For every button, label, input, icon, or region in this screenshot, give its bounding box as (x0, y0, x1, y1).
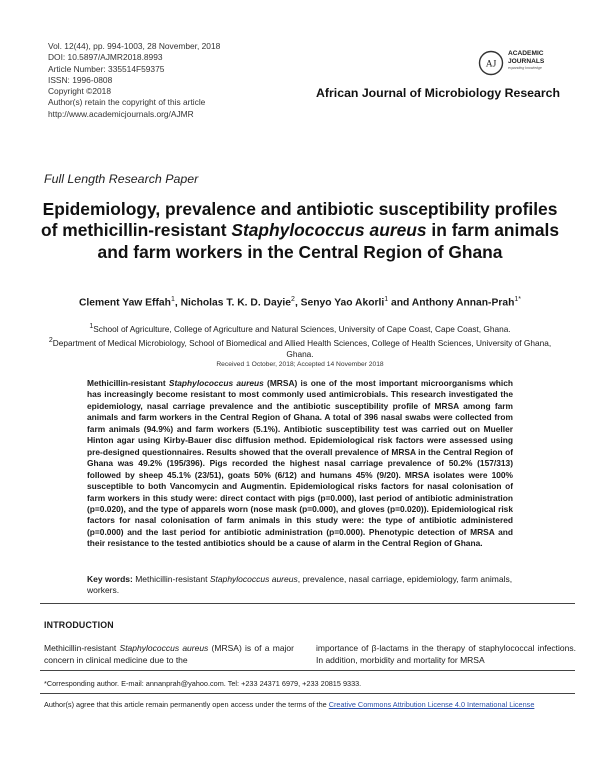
meta-issn: ISSN: 1996-0808 (48, 74, 113, 85)
intro-col1-lead: Methicillin-resistant (44, 643, 120, 653)
author-name: Clement Yaw Effah (78, 297, 171, 309)
affiliation-2-text: Department of Medical Microbiology, School of Biomedical and Allied Health Sciences, College of Health Sciences, University of Ghana, Ghana. (52, 337, 552, 360)
abstract-body: (MRSA) is one of the most important microorganisms which has increasingly become resistant to most commonly used antimicrobials. This research investigated the epidemiology, nasal carriage prevalence and the antibiotic susceptibility profile of MRSA among farm animals and farm workers in the Central Region of Ghana. A total of 396 nasal swabs were collected from farm animals (94.9%) and farm workers (5.1%). Antibiotic susceptibility test was carried out on Mueller Hinton agar using Kirby-Bauer disc diffusion method. Epidemiological risk factors were assessed using pre-designed questionnaires. Results showed that the overall prevalence of MRSA in the Central Region of Ghana was 49.2% (195/396). Pigs recorded the highest nasal carriage prevalence of 50.2% (157/313) followed by sheep 45.1% (23/51), goats 50% (6/12) and humans 45% (9/20). MRSA isolates were 100% susceptible to both Vancomycin and Augmentin. Epidemiological risks factors for nasal colonisation of farm workers in this study were: direct contact with pigs (p=0.000), last period of antibiotic administration (p=0.020), and the type of apparels worn (nose mask (p=0.000), and gloves (p=0.020)). Epidemiological risk factors for nasal colonisation of farm animals in this study were: the type of antibiotic administered (p=0.000) and the last period for antibiotic administration (p=0.000). Phenotypic detection of MRSA and their resistance to the tested antibiotics should be a cause of alarm in the Central Region of Ghana. (87, 378, 513, 549)
author-name: Anthony Annan-Prah (411, 297, 515, 309)
author-sup: 2 (291, 296, 295, 303)
author-sup: 1* (514, 296, 522, 303)
logo-text (508, 50, 544, 65)
author-sup: 1 (384, 296, 389, 303)
logo-line1: ACADEMIC (508, 50, 544, 57)
title-part1: Epidemiology, prevalence and antibiotic susceptibility profiles of methicillin-resistant (40, 199, 558, 241)
keywords-rest: , prevalence, nasal carriage, epidemiology, farm animals, workers. (87, 574, 513, 596)
intro-col1-rest: (MRSA) is of a major concern in clinical medicine due to the (44, 643, 294, 665)
license-notice (44, 700, 574, 711)
received-dates: Received 1 October, 2018; Accepted 14 November 2018 (216, 361, 384, 368)
divider (40, 670, 575, 671)
divider (40, 693, 575, 694)
corresponding-author: *Corresponding author. E-mail: annanprah@yahoo.com. Tel: +233 24371 6979, +233 20815 9333. (44, 679, 362, 688)
meta-volume: Vol. 12(44), pp. 994-1003, 28 November, 2018 (48, 41, 221, 51)
author-list (20, 296, 580, 308)
paper-type: Full Length Research Paper (44, 172, 199, 186)
keywords-lead: Methicillin-resistant (132, 574, 210, 584)
intro-col1-italic: Staphylococcus aureus (119, 643, 209, 653)
affiliation-1-text: School of Agriculture, College of Agriculture and Natural Sciences, University of Cape Coast, Cape Coast, Ghana. (93, 323, 511, 334)
author-sep: , (174, 297, 181, 309)
academic-journals-logo-icon (478, 50, 504, 76)
affiliation-2 (40, 335, 560, 361)
keywords (87, 574, 515, 597)
keywords-label: Key words: (87, 574, 133, 584)
abstract-italic: Staphylococcus aureus (168, 378, 264, 388)
affiliation-1-sup: 1 (89, 323, 94, 330)
keywords-italic: Staphylococcus aureus (209, 574, 298, 584)
article-title (40, 199, 560, 263)
logo-tagline: expanding knowledge (508, 66, 542, 70)
affiliation-1 (40, 321, 560, 335)
meta-copyright: Copyright ©2018 (48, 86, 111, 97)
meta-doi: DOI: 10.5897/AJMR2018.8993 (48, 52, 163, 63)
logo-mark: AJ (485, 59, 497, 70)
article-meta (48, 41, 220, 120)
intro-column-2: importance of β-lactams in the therapy of staphylococcal infections. In addition, morbidity and mortality for MRSA (316, 643, 576, 665)
title-part2: in farm animals and farm workers in the Central Region of Ghana (97, 220, 560, 262)
divider (40, 603, 575, 604)
author-sep: and (388, 297, 412, 309)
title-italic: Staphylococcus aureus (231, 220, 427, 241)
license-link[interactable]: Creative Commons Attribution License 4.0 International License (328, 700, 535, 709)
abstract-lead: Methicillin-resistant (87, 378, 169, 388)
intro-heading: INTRODUCTION (44, 620, 114, 630)
license-text: Author(s) agree that this article remain permanently open access under the terms of the (44, 700, 329, 709)
meta-url[interactable]: http://www.academicjournals.org/AJMR (48, 108, 194, 119)
affiliations (40, 321, 560, 361)
author-name: Senyo Yao Akorli (300, 297, 385, 309)
abstract (87, 378, 513, 550)
author-sep: , (294, 297, 301, 309)
affiliation-2-sup: 2 (48, 337, 53, 345)
intro-column-1 (44, 643, 294, 667)
author-name: Nicholas T. K. D. Dayie (180, 297, 292, 309)
logo-line2: JOURNALS (508, 57, 545, 65)
author-sup: 1 (170, 296, 175, 303)
meta-article-number: Article Number: 335514F59375 (48, 63, 165, 74)
meta-retain: Author(s) retain the copyright of this article (48, 97, 206, 108)
journal-name: African Journal of Microbiology Research (316, 86, 560, 100)
